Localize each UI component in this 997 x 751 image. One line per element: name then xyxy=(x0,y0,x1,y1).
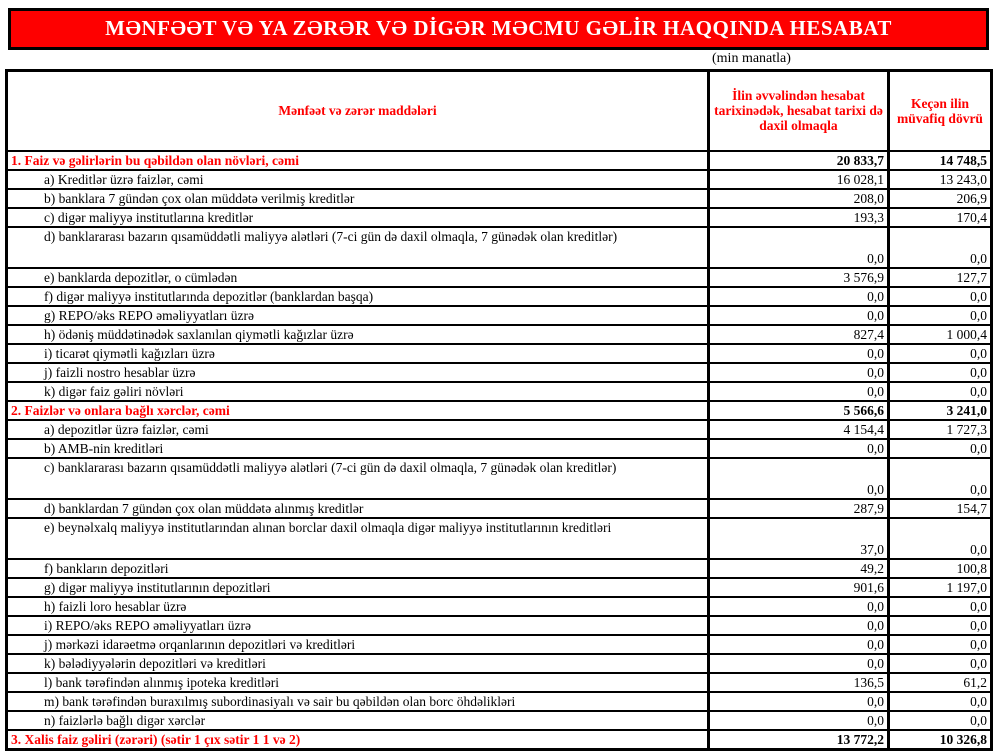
value-prior: 0,0 xyxy=(889,711,992,730)
row-label: i) REPO/əks REPO əməliyyatları üzrə xyxy=(7,616,709,635)
value-prior: 0,0 xyxy=(889,306,992,325)
table-row xyxy=(7,170,992,189)
table-row xyxy=(7,227,992,268)
value-prior: 0,0 xyxy=(889,439,992,458)
table-row xyxy=(7,382,992,401)
value-current: 0,0 xyxy=(709,692,889,711)
row-label: a) Kreditlər üzrə faizlər, cəmi xyxy=(7,170,709,189)
row-label: a) depozitlər üzrə faizlər, cəmi xyxy=(7,420,709,439)
table-row xyxy=(7,597,992,616)
value-current: 136,5 xyxy=(709,673,889,692)
value-current: 287,9 xyxy=(709,499,889,518)
row-label: 1. Faiz və gəlirlərin bu qəbildən olan növləri, cəmi xyxy=(7,151,709,170)
value-prior: 154,7 xyxy=(889,499,992,518)
column-header-current-period: İlin əvvəlindən hesabat tarixinədək, hesabat tarixi də daxil olmaqla xyxy=(709,71,889,151)
unit-note: (min manatla) xyxy=(712,51,791,66)
value-prior: 0,0 xyxy=(889,287,992,306)
table-row xyxy=(7,208,992,227)
row-label: d) banklararası bazarın qısamüddətli maliyyə alətləri (7-ci gün də daxil olmaqla, 7 günədək olan kreditlər) xyxy=(7,227,709,268)
column-header-items: Mənfəət və zərər maddələri xyxy=(7,71,709,151)
value-prior: 1 727,3 xyxy=(889,420,992,439)
value-prior: 10 326,8 xyxy=(889,730,992,750)
value-current: 13 772,2 xyxy=(709,730,889,750)
value-current: 0,0 xyxy=(709,635,889,654)
value-current: 0,0 xyxy=(709,344,889,363)
value-current: 0,0 xyxy=(709,363,889,382)
table-row xyxy=(7,654,992,673)
value-current: 16 028,1 xyxy=(709,170,889,189)
table-row xyxy=(7,458,992,499)
value-prior: 127,7 xyxy=(889,268,992,287)
table-row xyxy=(7,420,992,439)
row-label: j) faizli nostro hesablar üzrə xyxy=(7,363,709,382)
value-prior: 0,0 xyxy=(889,654,992,673)
row-label: c) digər maliyyə institutlarına kreditlər xyxy=(7,208,709,227)
row-label: e) banklarda depozitlər, o cümlədən xyxy=(7,268,709,287)
row-label: c) banklararası bazarın qısamüddətli maliyyə alətləri (7-ci gün də daxil olmaqla, 7 günədək olan kreditlər) xyxy=(7,458,709,499)
column-header-prior-period: Keçən ilin müvafiq dövrü xyxy=(889,71,992,151)
row-label: d) banklardan 7 gündən çox olan müddətə alınmış kreditlər xyxy=(7,499,709,518)
value-current: 0,0 xyxy=(709,382,889,401)
row-label: 2. Faizlər və onlara bağlı xərclər, cəmi xyxy=(7,401,709,420)
table-header xyxy=(7,71,992,151)
value-current: 37,0 xyxy=(709,518,889,559)
row-label: g) digər maliyyə institutlarının depozitləri xyxy=(7,578,709,597)
value-prior: 0,0 xyxy=(889,363,992,382)
table-row xyxy=(7,578,992,597)
row-label: f) bankların depozitləri xyxy=(7,559,709,578)
table-body xyxy=(7,151,992,750)
value-current: 0,0 xyxy=(709,711,889,730)
value-prior: 13 243,0 xyxy=(889,170,992,189)
value-current: 0,0 xyxy=(709,597,889,616)
table-row xyxy=(7,189,992,208)
row-label: k) bələdiyyələrin depozitləri və kreditləri xyxy=(7,654,709,673)
table-row xyxy=(7,363,992,382)
value-current: 0,0 xyxy=(709,287,889,306)
table-row xyxy=(7,439,992,458)
value-current: 0,0 xyxy=(709,439,889,458)
value-current: 4 154,4 xyxy=(709,420,889,439)
table-row xyxy=(7,559,992,578)
table-row xyxy=(7,151,992,170)
value-current: 49,2 xyxy=(709,559,889,578)
value-prior: 170,4 xyxy=(889,208,992,227)
value-current: 827,4 xyxy=(709,325,889,344)
value-prior: 0,0 xyxy=(889,458,992,499)
table-row xyxy=(7,616,992,635)
table-row xyxy=(7,268,992,287)
report-title: MƏNFƏƏT VƏ YA ZƏRƏR VƏ DİGƏR MƏCMU GƏLİR HAQQINDA HESABAT xyxy=(8,8,989,50)
row-label: n) faizlərlə bağlı digər xərclər xyxy=(7,711,709,730)
value-prior: 0,0 xyxy=(889,518,992,559)
value-current: 5 566,6 xyxy=(709,401,889,420)
value-prior: 206,9 xyxy=(889,189,992,208)
value-prior: 0,0 xyxy=(889,616,992,635)
row-label: j) mərkəzi idarəetmə orqanlarının depozitləri və kreditləri xyxy=(7,635,709,654)
value-prior: 0,0 xyxy=(889,382,992,401)
value-current: 3 576,9 xyxy=(709,268,889,287)
value-prior: 0,0 xyxy=(889,635,992,654)
table-row xyxy=(7,499,992,518)
row-label: f) digər maliyyə institutlarında depozitlər (banklardan başqa) xyxy=(7,287,709,306)
row-label: m) bank tərəfindən buraxılmış subordinasiyalı və sair bu qəbildən olan borc öhdəlikləri xyxy=(7,692,709,711)
value-prior: 14 748,5 xyxy=(889,151,992,170)
table-row xyxy=(7,344,992,363)
value-prior: 0,0 xyxy=(889,692,992,711)
value-prior: 61,2 xyxy=(889,673,992,692)
table-row xyxy=(7,518,992,559)
row-label: 3. Xalis faiz gəliri (zərəri) (sətir 1 çıx sətir 1 1 və 2) xyxy=(7,730,709,750)
table-row xyxy=(7,325,992,344)
row-label: h) ödəniş müddətinədək saxlanılan qiymətli kağızlar üzrə xyxy=(7,325,709,344)
table-row xyxy=(7,711,992,730)
table-row xyxy=(7,635,992,654)
row-label: e) beynəlxalq maliyyə institutlarından alınan borclar daxil olmaqla digər maliyyə institutlarının kreditləri xyxy=(7,518,709,559)
value-current: 0,0 xyxy=(709,458,889,499)
value-prior: 3 241,0 xyxy=(889,401,992,420)
value-prior: 0,0 xyxy=(889,344,992,363)
row-label: b) banklara 7 gündən çox olan müddətə verilmiş kreditlər xyxy=(7,189,709,208)
row-label: h) faizli loro hesablar üzrə xyxy=(7,597,709,616)
value-current: 208,0 xyxy=(709,189,889,208)
table-row xyxy=(7,673,992,692)
value-current: 0,0 xyxy=(709,654,889,673)
value-prior: 100,8 xyxy=(889,559,992,578)
value-prior: 0,0 xyxy=(889,597,992,616)
row-label: g) REPO/əks REPO əməliyyatları üzrə xyxy=(7,306,709,325)
value-current: 0,0 xyxy=(709,306,889,325)
value-current: 0,0 xyxy=(709,616,889,635)
value-prior: 1 000,4 xyxy=(889,325,992,344)
table-row xyxy=(7,306,992,325)
table-row xyxy=(7,692,992,711)
table-row xyxy=(7,401,992,420)
value-current: 0,0 xyxy=(709,227,889,268)
row-label: k) digər faiz gəliri növləri xyxy=(7,382,709,401)
value-current: 20 833,7 xyxy=(709,151,889,170)
row-label: b) AMB-nin kreditləri xyxy=(7,439,709,458)
value-prior: 0,0 xyxy=(889,227,992,268)
profit-loss-table xyxy=(5,69,993,751)
value-current: 193,3 xyxy=(709,208,889,227)
value-prior: 1 197,0 xyxy=(889,578,992,597)
table-row xyxy=(7,287,992,306)
row-label: i) ticarət qiymətli kağızları üzrə xyxy=(7,344,709,363)
value-current: 901,6 xyxy=(709,578,889,597)
row-label: l) bank tərəfindən alınmış ipoteka kreditləri xyxy=(7,673,709,692)
table-row xyxy=(7,730,992,750)
